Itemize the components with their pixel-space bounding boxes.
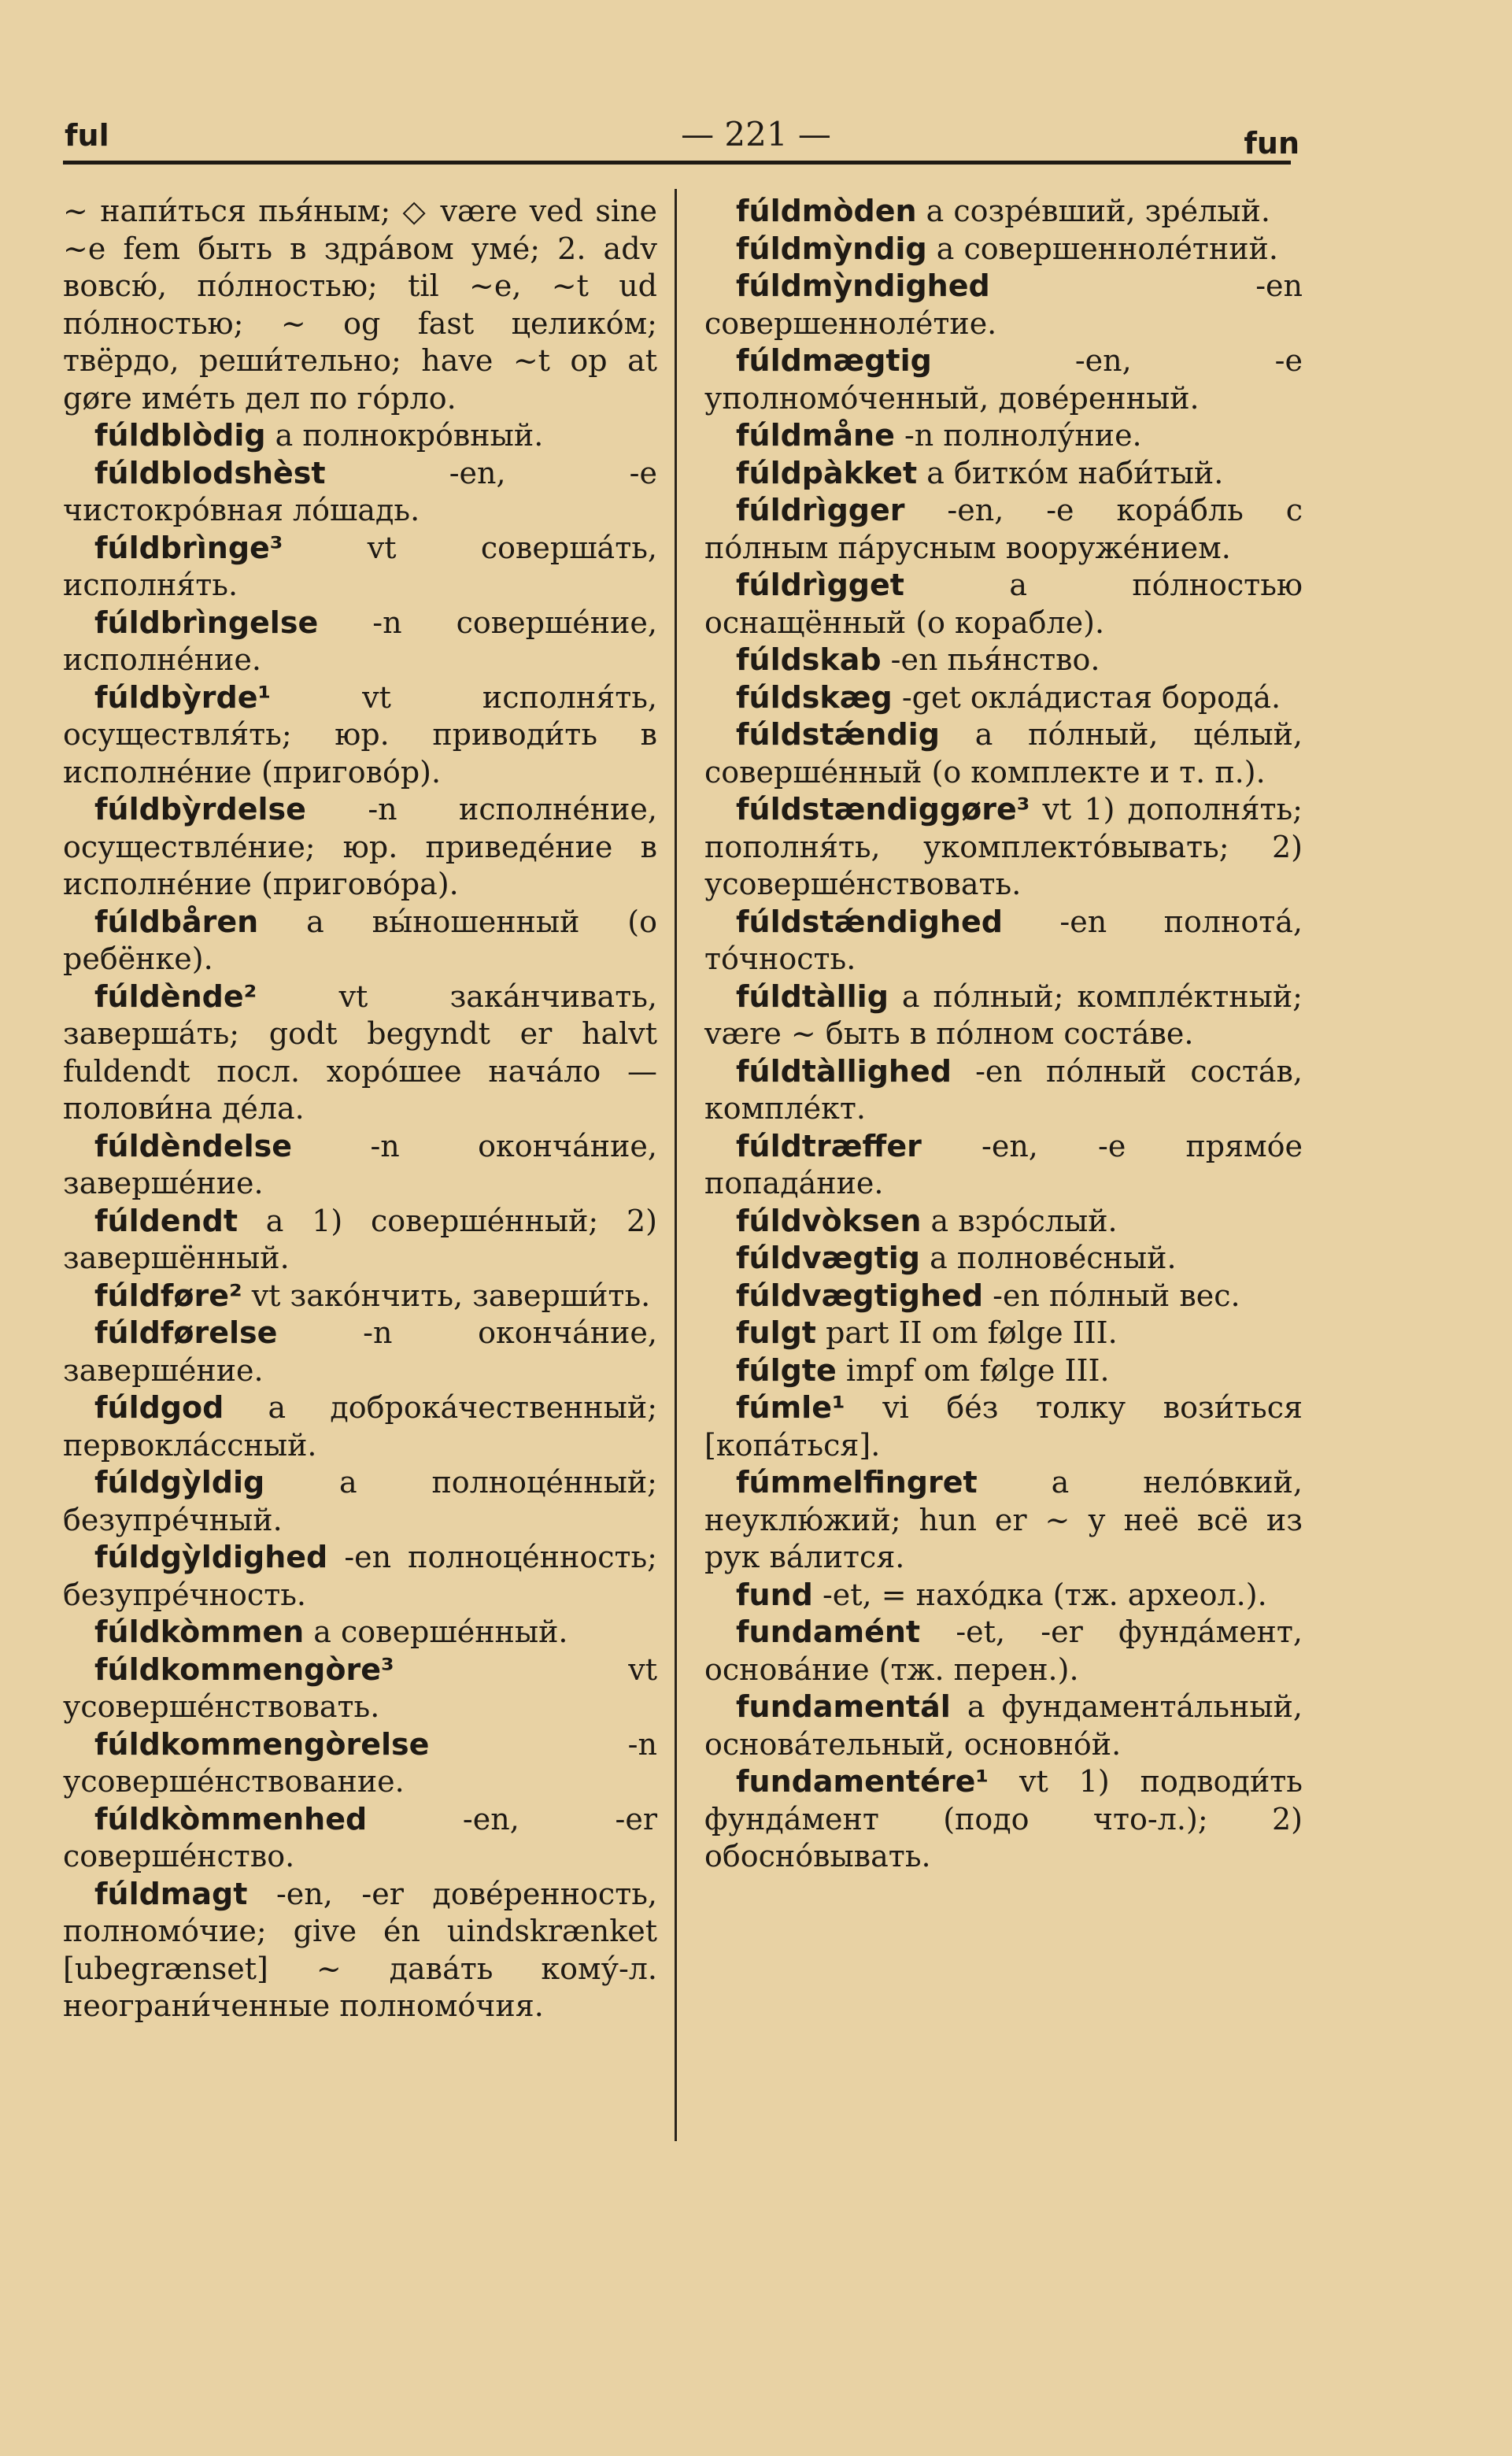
entry-definition: -en полноце́нность; безупре́чность.	[63, 1540, 657, 1612]
dictionary-entry	[63, 904, 657, 978]
entry-definition: vt соверша́ть, исполня́ть.	[63, 530, 657, 602]
header-right-guide-word: fun	[1244, 126, 1299, 161]
entry-headword: fúldblòdig	[94, 418, 266, 453]
dictionary-entry	[63, 1614, 657, 1652]
entry-headword: fúldvòksen	[736, 1203, 922, 1238]
entry-definition: a вы́ношенный (о ребёнке).	[63, 904, 657, 976]
dictionary-entry	[63, 1128, 657, 1203]
entry-definition: a по́лный; компле́ктный; være ~ быть в по́лном соста́ве.	[704, 978, 1303, 1051]
entry-definition: -n оконча́ние, заверше́ние.	[63, 1315, 657, 1388]
entry-continuation: ~ напи́ться пья́ным; ◇ være ved sine ~e fem быть в здра́вом уме́; 2. adv вовсю́, по́лностью; til ~e, ~t ud по́лностью; ~ og fast целико́м; твёрдо, реши́тельно; have ~t op at gøre име́ть дел по го́рло.	[63, 194, 657, 416]
entry-definition: -en, -e чистокро́вная ло́шадь.	[63, 455, 657, 527]
entry-definition: -get окла́дистая борода́.	[901, 679, 1281, 715]
entry-definition: -n оконча́ние, заверше́ние.	[63, 1128, 657, 1200]
dictionary-entry	[704, 978, 1303, 1053]
entry-headword: fúldføre²	[94, 1278, 242, 1313]
dictionary-entry	[704, 342, 1303, 417]
entry-headword: fúldkòmmenhed	[94, 1801, 368, 1836]
entry-definition: -n усоверше́нствование.	[63, 1726, 657, 1799]
dictionary-entry	[63, 417, 657, 455]
entry-headword: fúldgỳldighed	[94, 1540, 328, 1574]
dictionary-entry	[63, 605, 657, 679]
entry-headword: fúldstǽndig	[736, 717, 940, 752]
dictionary-entry	[63, 1539, 657, 1614]
entry-headword: fúldkòmmen	[94, 1615, 305, 1649]
dictionary-entry	[704, 716, 1303, 791]
entry-definition: a битко́м наби́тый.	[926, 455, 1224, 490]
entry-definition: a фундамента́льный, основа́тельный, основно́й.	[704, 1689, 1303, 1762]
dictionary-entry	[704, 193, 1303, 231]
entry-definition: -en, -er дове́ренность, полномо́чие; give én uindskrænket [ubegrænset] ~ дава́ть кому́-л. неограни́ченные полномо́чия.	[63, 1876, 657, 2023]
entry-definition: a по́лный, це́лый, соверше́нный (о комплекте и т. п.).	[704, 717, 1303, 790]
dictionary-entry	[704, 231, 1303, 268]
entry-headword: fundamentál	[736, 1689, 951, 1724]
page-number: — 221 —	[681, 115, 831, 154]
dictionary-entry	[704, 455, 1303, 493]
entry-definition: a полнокро́вный.	[275, 418, 544, 453]
dictionary-entry	[63, 1464, 657, 1539]
entry-headword: fúldrìgget	[736, 568, 904, 602]
dictionary-entry	[704, 1389, 1303, 1464]
entry-headword: fúldtàllig	[736, 978, 889, 1014]
entry-headword: fund	[736, 1577, 813, 1612]
dictionary-entry	[63, 791, 657, 904]
dictionary-entry	[704, 1278, 1303, 1315]
entry-headword: fúldbỳrde¹	[94, 679, 272, 715]
entry-definition: vt исполня́ть, осуществля́ть; юр. приводи́ть в исполне́ние (пригово́р).	[63, 679, 657, 790]
entry-definition: -en, -e уполномо́ченный, дове́ренный.	[704, 343, 1303, 416]
dictionary-entry	[704, 1053, 1303, 1128]
left-column	[63, 193, 657, 2025]
right-column	[704, 193, 1303, 1876]
entry-definition: impf om følge III.	[845, 1352, 1110, 1388]
entry-headword: fúldkommengòrelse	[94, 1726, 430, 1762]
entry-definition: a взро́слый.	[930, 1203, 1118, 1238]
entry-definition: -en по́лный вес.	[993, 1278, 1240, 1313]
entry-headword: fúldbrìnge³	[94, 530, 283, 565]
dictionary-entry	[704, 492, 1303, 567]
entry-definition: vt 1) дополня́ть; пополня́ть, укомплекто́вывать; 2) усоверше́нствовать.	[704, 792, 1303, 901]
entry-headword: fúldmỳndighed	[736, 268, 990, 303]
entry-headword: fúldtàllighed	[736, 1053, 952, 1089]
entry-headword: fúldmagt	[94, 1876, 248, 1911]
dictionary-entry	[704, 791, 1303, 904]
entry-definition: -en полнота́, то́чность.	[704, 904, 1303, 976]
entry-headword: fulgt	[736, 1315, 816, 1350]
entry-headword: fúldkommengòre³	[94, 1652, 394, 1687]
entry-definition: vt 1) подводи́ть фунда́мент (подо что-л.); 2) обосно́вывать.	[704, 1764, 1303, 1873]
dictionary-entry	[704, 1128, 1303, 1203]
dictionary-entry	[704, 1688, 1303, 1763]
entry-headword: fúldførelse	[94, 1315, 278, 1350]
entry-headword: fúlgte	[736, 1352, 837, 1388]
entry-headword: fúldèndelse	[94, 1128, 293, 1163]
entry-headword: fúldbrìngelse	[94, 605, 319, 640]
dictionary-entry	[63, 978, 657, 1128]
entry-headword: fúldgod	[94, 1390, 224, 1425]
dictionary-entry	[704, 1240, 1303, 1278]
entry-headword: fúldstændiggøre³	[736, 792, 1030, 827]
dictionary-entry	[704, 1464, 1303, 1577]
header-left-guide-word: ful	[65, 118, 109, 153]
entry-headword: fúldgỳldig	[94, 1465, 265, 1500]
entry-headword: fundamentére¹	[736, 1764, 989, 1799]
dictionary-entry	[704, 268, 1303, 342]
entry-headword: fúldpàkket	[736, 455, 918, 490]
dictionary-entry	[63, 1278, 657, 1315]
entry-headword: fúldmægtig	[736, 343, 932, 378]
entry-definition: -n исполне́ние, осуществле́ние; юр. приведе́ние в исполне́ние (пригово́ра).	[63, 792, 657, 901]
entry-definition: vt усоверше́нствовать.	[63, 1652, 657, 1724]
entry-definition: -en, -e прямо́е попада́ние.	[704, 1128, 1303, 1200]
dictionary-entry	[704, 1577, 1303, 1615]
entry-definition: -en по́лный соста́в, компле́кт.	[704, 1053, 1303, 1126]
dictionary-entry	[63, 1801, 657, 1876]
dictionary-entry	[704, 679, 1303, 717]
entry-headword: fúldblodshèst	[94, 455, 326, 490]
entry-definition: -n соверше́ние, исполне́ние.	[63, 605, 657, 677]
column-divider	[675, 189, 677, 2141]
entry-headword: fúmle¹	[736, 1390, 845, 1425]
entry-headword: fúldbåren	[94, 904, 259, 939]
entry-headword: fúldmåne	[736, 418, 895, 453]
entry-definition: vt зака́нчивать, заверша́ть; godt begyndt er halvt fuldendt посл. хоро́шее нача́ло — полови́на де́ла.	[63, 978, 657, 1126]
entry-definition: a по́лностью оснащённый (о корабле).	[704, 568, 1303, 640]
entry-definition: a нело́вкий, неуклю́жий; hun er ~ у неё всё из рук ва́лится.	[704, 1465, 1303, 1574]
dictionary-entry	[63, 1652, 657, 1726]
entry-headword: fundamént	[736, 1615, 921, 1649]
entry-headword: fúldmỳndig	[736, 231, 927, 266]
entry-definition: a 1) соверше́нный; 2) завершённый.	[63, 1203, 657, 1275]
dictionary-entry	[704, 567, 1303, 642]
entry-definition: -n полнолу́ние.	[904, 418, 1142, 453]
entry-headword: fúldvægtig	[736, 1241, 920, 1275]
entry-definition: part II om følge III.	[826, 1315, 1118, 1350]
entry-headword: fúmmelfingret	[736, 1465, 978, 1500]
entry-headword: fúldskab	[736, 642, 882, 677]
entry-definition: a созре́вший, зре́лый.	[926, 194, 1270, 228]
dictionary-entry	[704, 642, 1303, 679]
dictionary-entry	[704, 904, 1303, 978]
entry-definition: a полнове́сный.	[930, 1241, 1177, 1275]
entry-definition: -et, = нахо́дка (тж. археол.).	[822, 1577, 1267, 1612]
entry-definition: -et, -er фунда́мент, основа́ние (тж. перен.).	[704, 1615, 1303, 1687]
entry-definition: a доброка́чественный; первокла́ссный.	[63, 1390, 657, 1463]
dictionary-entry	[63, 1876, 657, 2025]
entry-headword: fúldvægtighed	[736, 1278, 984, 1313]
dictionary-entry	[63, 1315, 657, 1389]
entry-headword: fúldrìgger	[736, 493, 905, 527]
dictionary-entry	[63, 1726, 657, 1801]
entry-headword: fúldmòden	[736, 194, 917, 228]
entry-headword: fúldbỳrdelse	[94, 792, 306, 827]
dictionary-entry	[704, 1352, 1303, 1390]
entry-definition: -en пья́нство.	[890, 642, 1100, 677]
dictionary-entry	[704, 1763, 1303, 1876]
dictionary-entry	[704, 1315, 1303, 1352]
header-rule	[63, 161, 1291, 165]
dictionary-entry	[704, 1203, 1303, 1241]
entry-definition: vt зако́нчить, заверши́ть.	[251, 1278, 651, 1313]
dictionary-entry	[63, 530, 657, 605]
entry-definition: -en, -er соверше́нство.	[63, 1801, 657, 1873]
dictionary-entry	[63, 1389, 657, 1464]
entry-headword: fúldendt	[94, 1203, 238, 1238]
dictionary-entry	[63, 455, 657, 530]
entry-headword: fúldènde²	[94, 978, 257, 1014]
dictionary-entry	[63, 1203, 657, 1278]
entry-definition: a полноце́нный; безупре́чный.	[63, 1465, 657, 1537]
dictionary-entry	[704, 417, 1303, 455]
entry-definition: vi бе́з толку вози́ться [копа́ться].	[704, 1390, 1303, 1463]
dictionary-entry	[63, 679, 657, 792]
entry-definition: -en, -e кора́бль с по́лным па́русным вооруже́нием.	[704, 493, 1303, 565]
entry-definition: a совершенноле́тний.	[936, 231, 1278, 266]
entry-headword: fúldtræffer	[736, 1128, 922, 1163]
entry-definition: a соверше́нный.	[313, 1615, 568, 1649]
entry-headword: fúldstǽndighed	[736, 904, 1003, 939]
dictionary-entry	[704, 1614, 1303, 1688]
entry-definition: -en совершенноле́тие.	[704, 268, 1303, 341]
entry-headword: fúldskæg	[736, 679, 893, 715]
